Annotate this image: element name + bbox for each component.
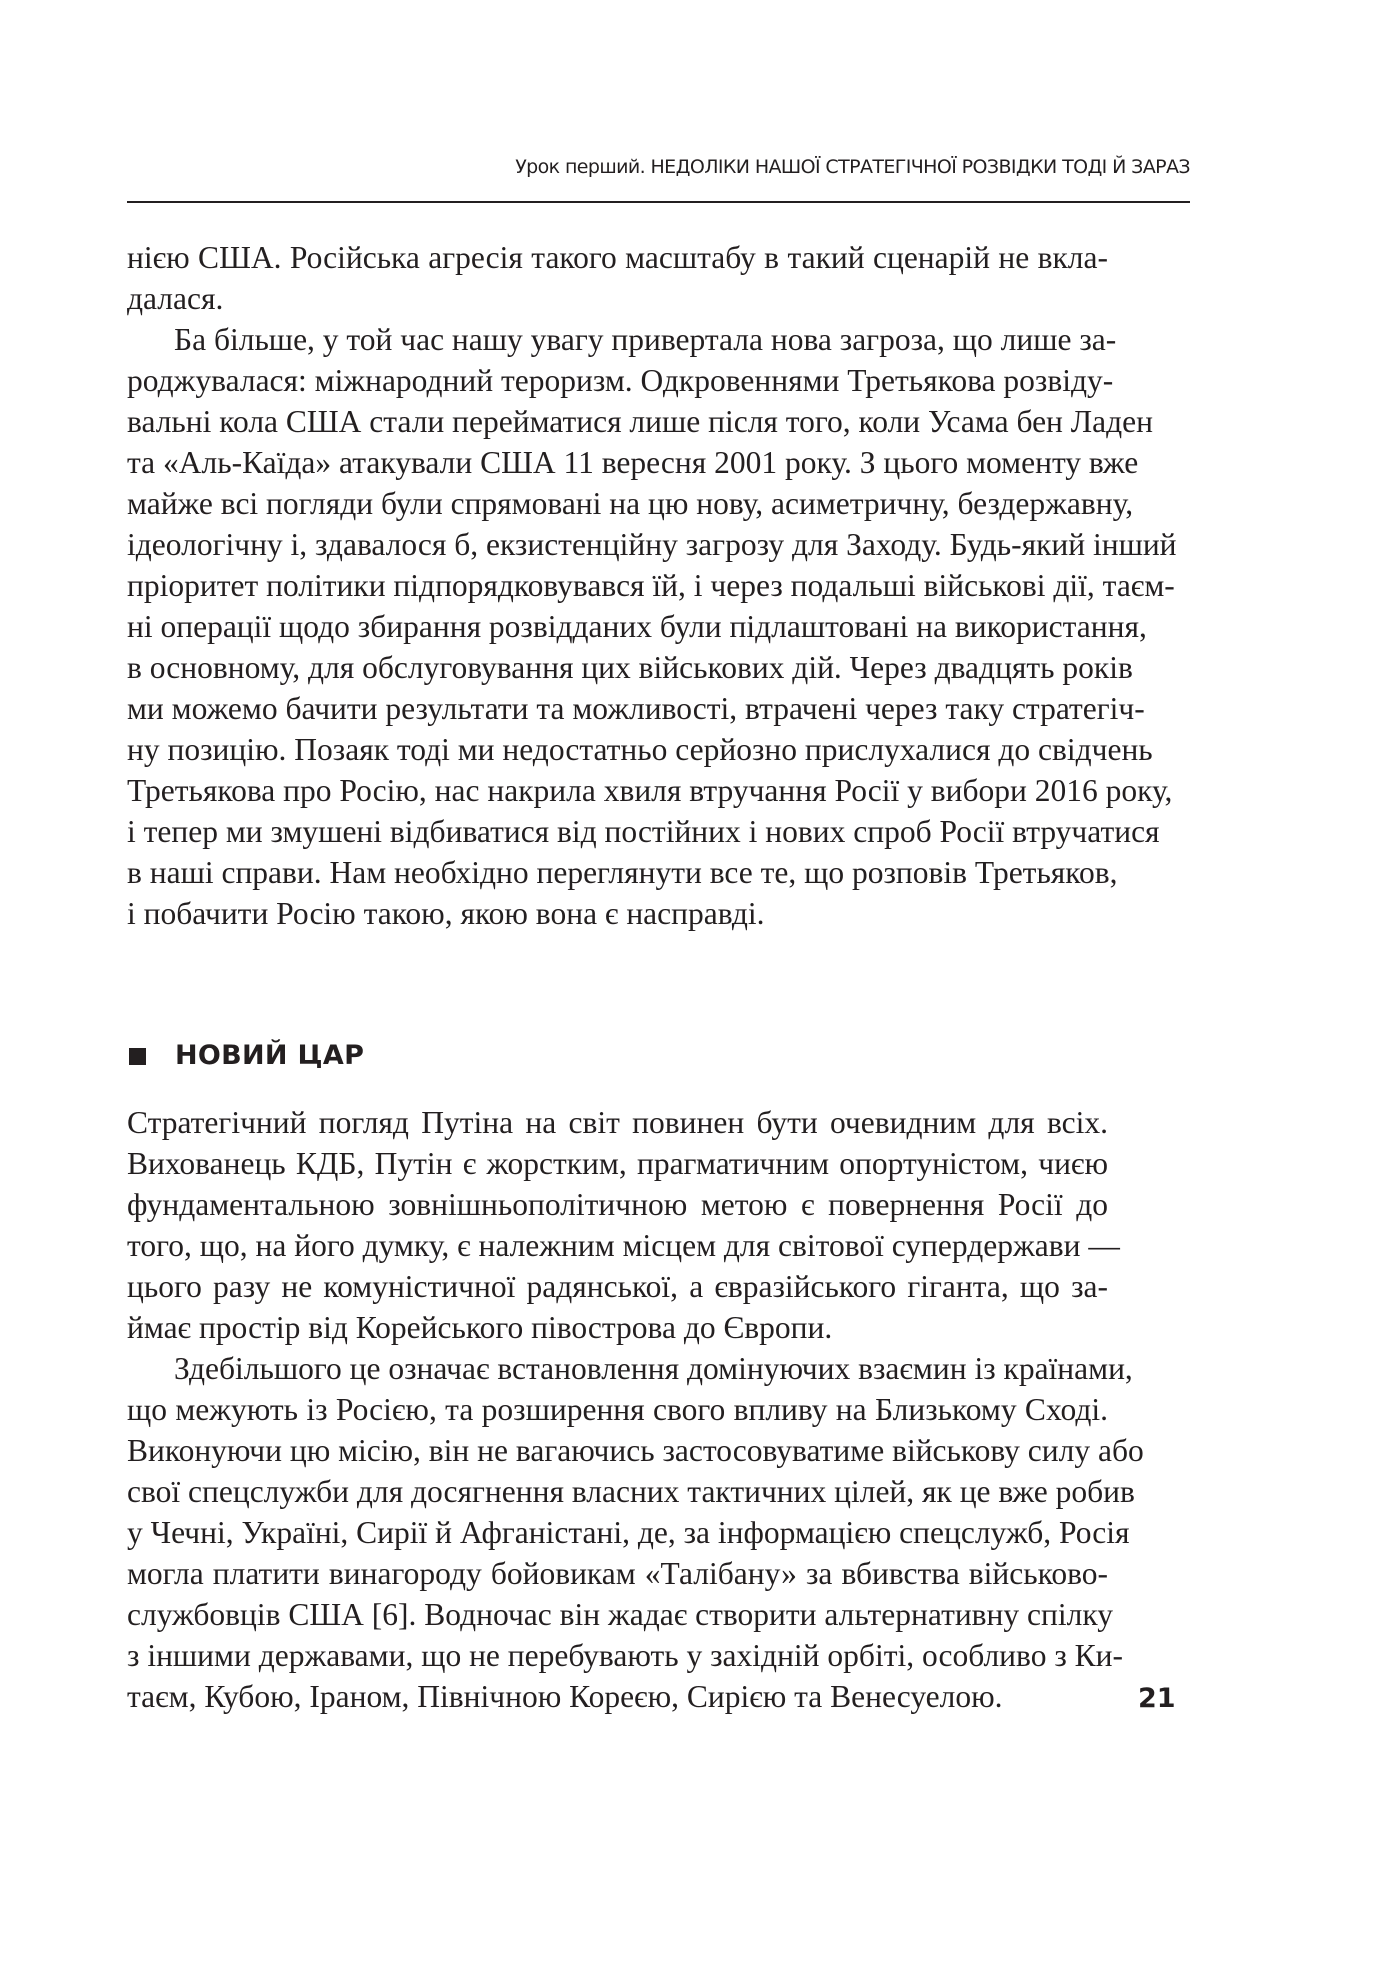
text-line: з іншими державами, що не перебувають у західній орбіті, особливо з Ки- bbox=[127, 1638, 1124, 1673]
text-line: у Чечні, Україні, Сирії й Афганістані, де, за інформацією спецслужб, Росія bbox=[127, 1515, 1130, 1550]
text-line: цього разу не комуністичної радянської, а євразійського гіганта, що за- bbox=[127, 1269, 1108, 1304]
page-number: 21 bbox=[1138, 1683, 1176, 1714]
text-line: Ба більше, у той час нашу увагу привертала нова загроза, що лише за- bbox=[174, 322, 1117, 357]
text-line: що межують із Росією, та розширення свого впливу на Близькому Сході. bbox=[127, 1392, 1108, 1427]
text-line: в наші справи. Нам необхідно переглянути все те, що розповів Третьяков, bbox=[127, 855, 1118, 890]
text-line: і побачити Росію такою, якою вона є насправді. bbox=[127, 896, 765, 931]
text-line: і тепер ми змушені відбиватися від постійних і нових спроб Росії втручатися bbox=[127, 814, 1160, 849]
section-heading bbox=[129, 1036, 364, 1076]
running-head: Урок перший. НЕДОЛІКИ НАШОЇ СТРАТЕГІЧНОЇ РОЗВІДКИ ТОДІ Й ЗАРАЗ bbox=[515, 156, 1190, 178]
text-line: службовців США [6]. Водночас він жадає створити альтернативну спілку bbox=[127, 1597, 1113, 1632]
text-line: вальні кола США стали перейматися лише після того, коли Усама бен Ладен bbox=[127, 404, 1153, 439]
text-line: ймає простір від Корейського півострова до Європи. bbox=[127, 1310, 833, 1345]
text-line: ідеологічну і, здавалося б, екзистенційну загрозу для Заходу. Будь-який інший bbox=[127, 527, 1177, 562]
square-bullet-icon bbox=[129, 1048, 146, 1065]
text-line: майже всі погляди були спрямовані на цю нову, асиметричну, бездержавну, bbox=[127, 486, 1134, 521]
text-line: могла платити винагороду бойовикам «Талібану» за вбивства військово- bbox=[127, 1556, 1108, 1591]
header-rule bbox=[127, 201, 1190, 203]
text-line: пріоритет політики підпорядковувався їй, і через подальші військові дії, таєм- bbox=[127, 568, 1175, 603]
text-line: фундаментальною зовнішньополітичною метою є повернення Росії до bbox=[127, 1187, 1108, 1222]
text-line: в основному, для обслуговування цих військових дій. Через двадцять років bbox=[127, 650, 1133, 685]
section-2-body bbox=[127, 1102, 1144, 1717]
section-heading-text: НОВИЙ ЦАР bbox=[175, 1040, 365, 1071]
section-1-body bbox=[127, 237, 1177, 934]
text-line: ми можемо бачити результати та можливості, втрачені через таку стратегіч- bbox=[127, 691, 1145, 726]
text-line: Вихованець КДБ, Путін є жорстким, прагматичним опортуністом, чиєю bbox=[127, 1146, 1108, 1181]
text-line: ні операції щодо збирання розвідданих були підлаштовані на використання, bbox=[127, 609, 1147, 644]
text-line: свої спецслужби для досягнення власних тактичних цілей, як це вже робив bbox=[127, 1474, 1135, 1509]
text-line: того, що, на його думку, є належним місцем для світової супердержави — bbox=[127, 1228, 1120, 1263]
text-line: Стратегічний погляд Путіна на світ повинен бути очевидним для всіх. bbox=[127, 1105, 1108, 1140]
text-line: роджувалася: міжнародний тероризм. Одкровеннями Третьякова розвіду- bbox=[127, 363, 1114, 398]
text-line: таєм, Кубою, Іраном, Північною Кореєю, Сирією та Венесуелою. bbox=[127, 1679, 1003, 1714]
text-line: нією США. Російська агресія такого масштабу в такий сценарій не вкла- bbox=[127, 240, 1108, 275]
text-line: ну позицію. Позаяк тоді ми недостатньо серйозно прислухалися до свідчень bbox=[127, 732, 1153, 767]
text-line: та «Аль-Каїда» атакували США 11 вересня 2001 року. З цього моменту вже bbox=[127, 445, 1139, 480]
text-line: Третьякова про Росію, нас накрила хвиля втручання Росії у вибори 2016 року, bbox=[127, 773, 1173, 808]
text-line: далася. bbox=[127, 281, 224, 316]
text-line: Здебільшого це означає встановлення домінуючих взаємин із країнами, bbox=[174, 1351, 1133, 1386]
text-line: Виконуючи цю місію, він не вагаючись застосовуватиме військову силу або bbox=[127, 1433, 1144, 1468]
